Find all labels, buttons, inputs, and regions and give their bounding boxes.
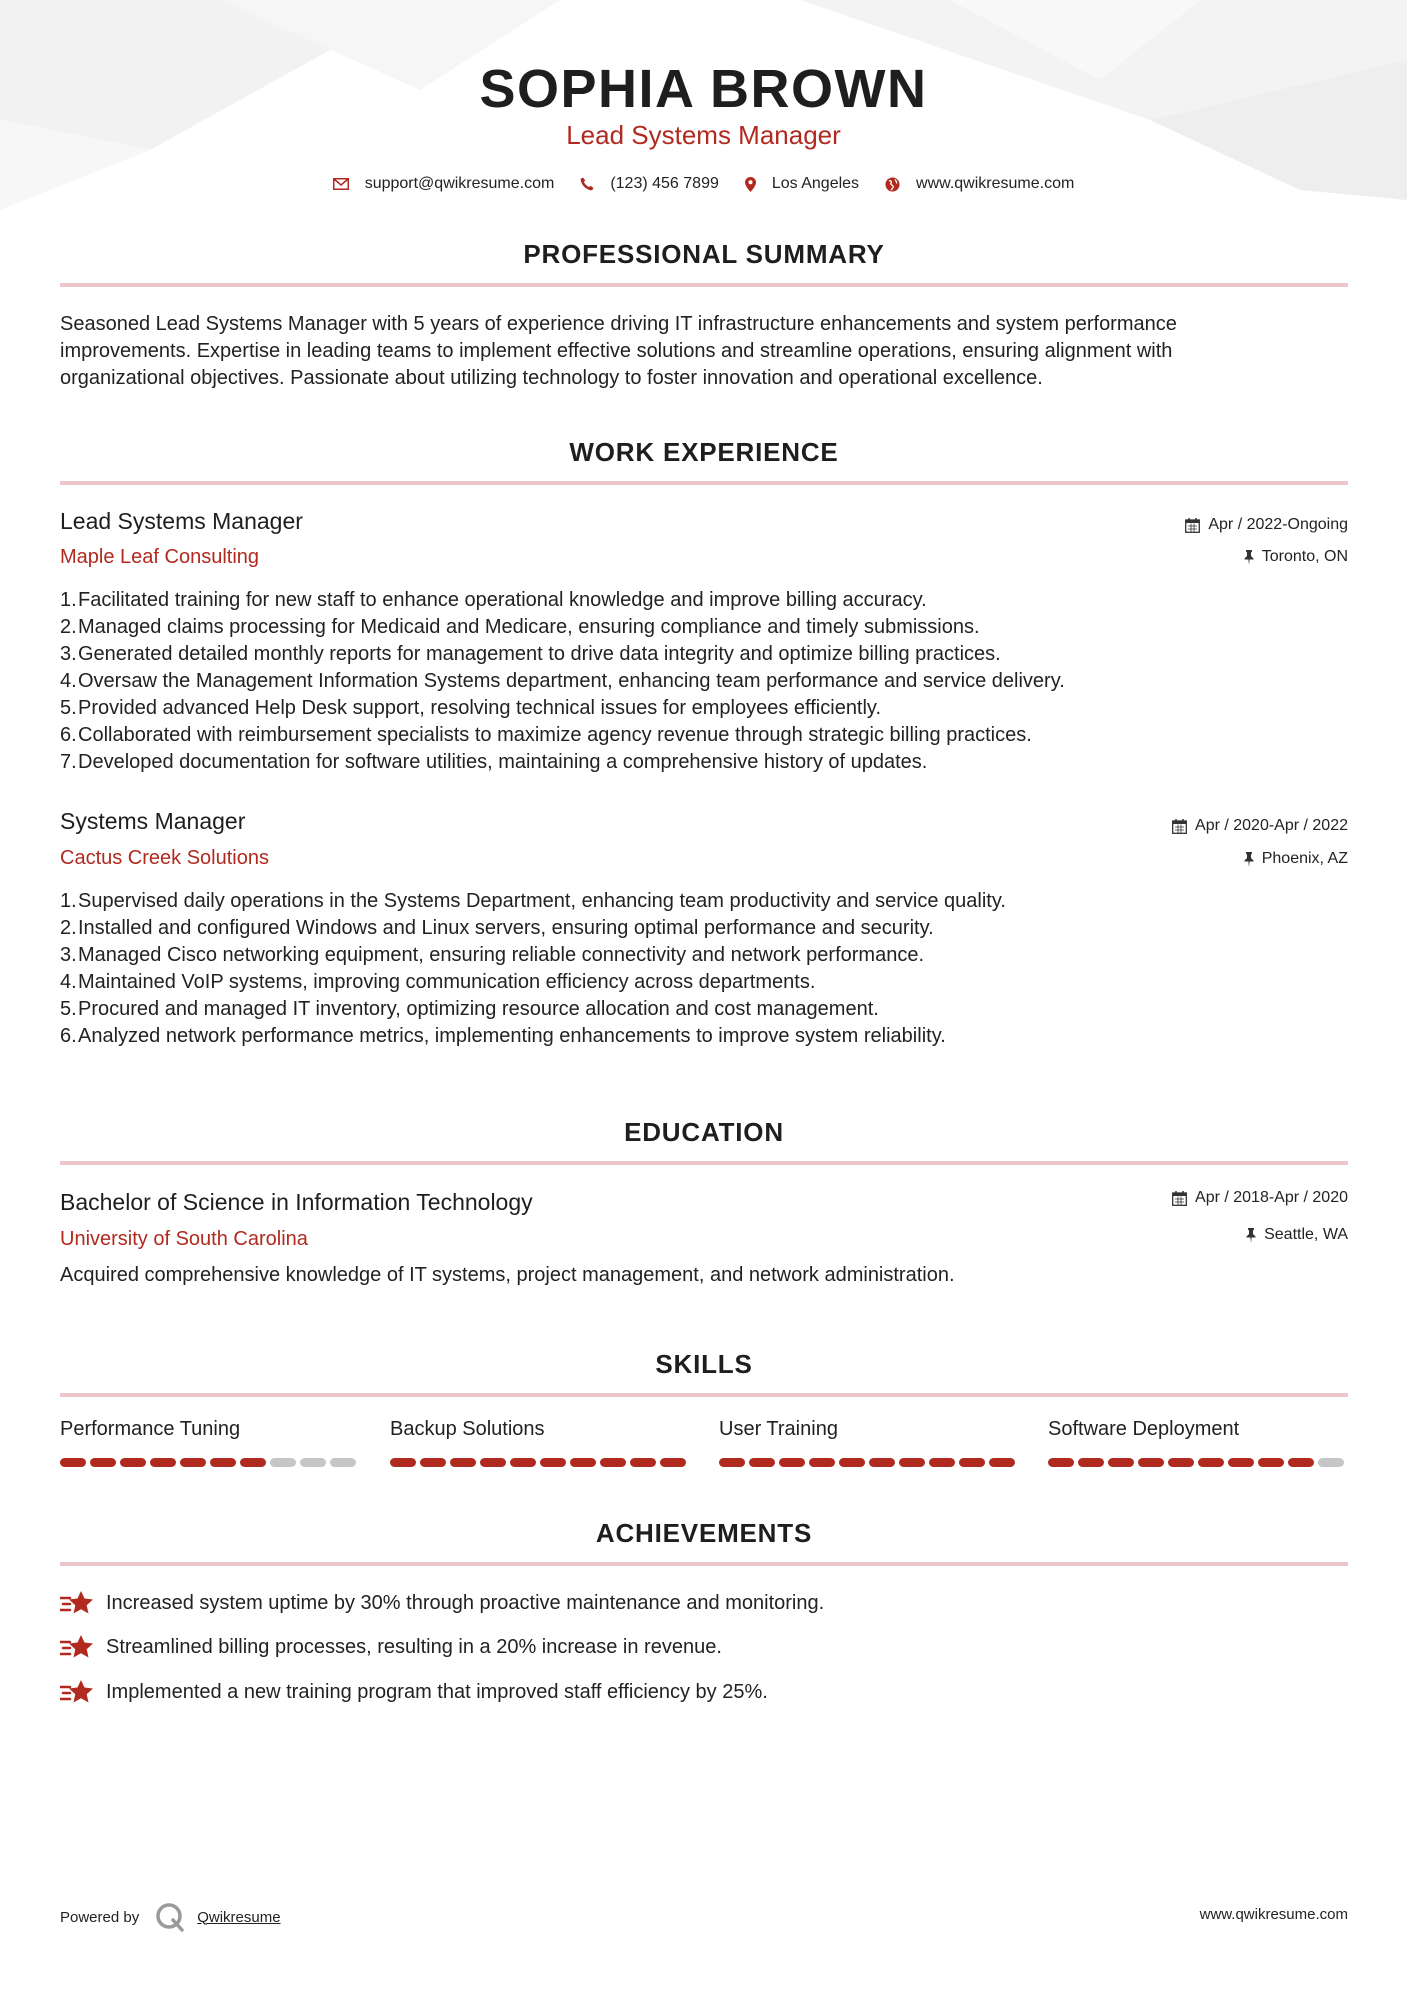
skill-item — [390, 1418, 690, 1467]
achievement-text: Implemented a new training program that improved staff efficiency by 25%. — [106, 1680, 768, 1703]
achievement-text: Increased system uptime by 30% through proactive maintenance and monitoring. — [106, 1591, 825, 1614]
skill-item — [719, 1418, 1019, 1467]
skill-name: User Training — [719, 1418, 838, 1440]
summary-divider — [60, 283, 1348, 287]
skill-level-segment — [150, 1458, 176, 1467]
experience-heading: WORK EXPERIENCE — [569, 437, 839, 467]
skill-level-segment — [809, 1458, 835, 1467]
skill-level-segment — [420, 1458, 446, 1467]
skill-level-segment — [330, 1458, 356, 1467]
candidate-name: SOPHIA BROWN — [479, 59, 928, 119]
skill-level-segment — [1288, 1458, 1314, 1467]
contact-phone[interactable] — [580, 175, 719, 193]
skill-level-segment — [1318, 1458, 1344, 1467]
skill-level-segment — [300, 1458, 326, 1467]
summary-line: organizational objectives. Passionate about utilizing technology to foster innovation and operational excellence. — [60, 367, 1043, 389]
skill-level-segment — [660, 1458, 686, 1467]
list-item: 7.Developed documentation for software utilities, maintaining a comprehensive history of updates. — [60, 751, 928, 773]
skill-level-segment — [719, 1458, 745, 1467]
experience-divider — [60, 481, 1348, 485]
contact-bar — [0, 172, 1407, 196]
email-text: support@qwikresume.com — [364, 175, 555, 192]
skill-level-segment — [210, 1458, 236, 1467]
achievement-item — [60, 1634, 722, 1660]
job-bullets — [60, 587, 1320, 776]
skill-level-segment — [60, 1458, 86, 1467]
skill-level-segment — [180, 1458, 206, 1467]
list-item: 5.Procured and managed IT inventory, optimizing resource allocation and cost management. — [60, 998, 879, 1020]
job-dates-text: Apr / 2022-Ongoing — [1208, 516, 1348, 533]
skills-divider — [60, 1393, 1348, 1397]
job-location-text: Toronto, ON — [1261, 548, 1348, 565]
qwikresume-logo-icon — [155, 1902, 185, 1932]
skill-level-segment — [929, 1458, 955, 1467]
list-item: 3.Generated detailed monthly reports for management to drive data integrity and optimize billing practices. — [60, 643, 1001, 665]
skill-level-segment — [510, 1458, 536, 1467]
achievement-item — [60, 1590, 824, 1616]
skill-item — [60, 1418, 360, 1467]
job-dates-text: Apr / 2020-Apr / 2022 — [1195, 817, 1348, 834]
calendar-icon — [1172, 819, 1187, 834]
list-item: 4.Oversaw the Management Information Systems department, enhancing team performance and service delivery. — [60, 670, 1065, 692]
skill-level-segment — [630, 1458, 656, 1467]
footer-website[interactable]: www.qwikresume.com — [1199, 1906, 1348, 1923]
skill-level-segment — [779, 1458, 805, 1467]
skill-name: Performance Tuning — [60, 1418, 241, 1440]
phone-icon — [580, 177, 594, 191]
globe-icon — [885, 177, 900, 192]
skill-level-bar — [1048, 1458, 1348, 1467]
list-item: 3.Managed Cisco networking equipment, ensuring reliable connectivity and network performance. — [60, 944, 925, 966]
job-dates — [1172, 817, 1348, 835]
skill-level-segment — [390, 1458, 416, 1467]
skill-level-segment — [1198, 1458, 1224, 1467]
map-pin-icon — [745, 177, 756, 192]
achievements-heading: ACHIEVEMENTS — [595, 1518, 813, 1548]
education-divider — [60, 1161, 1348, 1165]
job-title: Lead Systems Manager — [60, 508, 303, 534]
list-item: 1.Supervised daily operations in the Systems Department, enhancing team productivity and service quality. — [60, 890, 1006, 912]
skill-level-bar — [390, 1458, 690, 1467]
skill-level-segment — [570, 1458, 596, 1467]
achievement-text: Streamlined billing processes, resulting in a 20% increase in revenue. — [106, 1635, 722, 1658]
contact-location — [745, 175, 859, 193]
pushpin-icon — [1246, 1228, 1256, 1243]
job-location — [1244, 548, 1348, 566]
pushpin-icon — [1244, 550, 1254, 565]
phone-text: (123) 456 7899 — [610, 175, 719, 192]
calendar-icon — [1185, 518, 1200, 533]
website-text: www.qwikresume.com — [916, 175, 1075, 192]
summary-line: improvements. Expertise in leading teams to implement effective solutions and streamline operations, ensuring alignment with — [60, 340, 1173, 362]
list-item: 2.Installed and configured Windows and Linux servers, ensuring optimal performance and security. — [60, 917, 934, 939]
skill-level-segment — [1258, 1458, 1284, 1467]
skill-level-segment — [1108, 1458, 1134, 1467]
education-location — [1246, 1226, 1348, 1244]
skill-level-segment — [1228, 1458, 1254, 1467]
shooting-star-icon — [60, 1590, 94, 1616]
job-company: Cactus Creek Solutions — [60, 847, 269, 869]
job-bullets — [60, 888, 1320, 1050]
skill-level-segment — [1138, 1458, 1164, 1467]
shooting-star-icon — [60, 1679, 94, 1705]
skill-level-bar — [719, 1458, 1019, 1467]
skill-level-segment — [1168, 1458, 1194, 1467]
skill-level-segment — [600, 1458, 626, 1467]
education-heading: EDUCATION — [624, 1117, 784, 1147]
skill-name: Software Deployment — [1048, 1418, 1240, 1440]
skill-level-segment — [749, 1458, 775, 1467]
summary-heading: PROFESSIONAL SUMMARY — [523, 239, 885, 269]
list-item: 6.Analyzed network performance metrics, implementing enhancements to improve system reliability. — [60, 1025, 946, 1047]
skill-item — [1048, 1418, 1348, 1467]
list-item: 2.Managed claims processing for Medicaid and Medicare, ensuring compliance and timely submissions. — [60, 616, 980, 638]
location-text: Los Angeles — [771, 175, 860, 192]
candidate-role: Lead Systems Manager — [566, 120, 841, 150]
job-dates — [1185, 516, 1348, 534]
skill-level-segment — [540, 1458, 566, 1467]
education-description: Acquired comprehensive knowledge of IT systems, project management, and network administration. — [60, 1264, 955, 1286]
summary-line: Seasoned Lead Systems Manager with 5 years of experience driving IT infrastructure enhancements and system performance — [60, 313, 1177, 335]
brand-link[interactable]: Qwikresume — [197, 1908, 281, 1926]
school-name: University of South Carolina — [60, 1228, 308, 1250]
job-location — [1244, 850, 1348, 868]
skill-level-segment — [1048, 1458, 1074, 1467]
pushpin-icon — [1244, 852, 1254, 867]
skill-level-segment — [480, 1458, 506, 1467]
job-location-text: Phoenix, AZ — [1261, 850, 1348, 867]
education-location-text: Seattle, WA — [1264, 1226, 1348, 1243]
calendar-icon — [1172, 1191, 1187, 1206]
skill-name: Backup Solutions — [390, 1418, 545, 1440]
skills-heading: SKILLS — [655, 1349, 753, 1379]
skill-level-segment — [899, 1458, 925, 1467]
skill-level-segment — [450, 1458, 476, 1467]
skill-level-segment — [869, 1458, 895, 1467]
list-item: 5.Provided advanced Help Desk support, resolving technical issues for employees efficiently. — [60, 697, 882, 719]
job-company: Maple Leaf Consulting — [60, 546, 260, 568]
skill-level-segment — [240, 1458, 266, 1467]
shooting-star-icon — [60, 1634, 94, 1660]
skill-level-segment — [90, 1458, 116, 1467]
skill-level-segment — [1078, 1458, 1104, 1467]
achievements-divider — [60, 1562, 1348, 1566]
skill-level-segment — [989, 1458, 1015, 1467]
job-title: Systems Manager — [60, 808, 246, 834]
skill-level-bar — [60, 1458, 360, 1467]
skill-level-segment — [839, 1458, 865, 1467]
envelope-icon — [333, 178, 349, 190]
powered-by-label: Powered by — [60, 1908, 140, 1926]
list-item: 1.Facilitated training for new staff to enhance operational knowledge and improve billing accuracy. — [60, 589, 927, 611]
achievement-item — [60, 1679, 768, 1705]
skill-level-segment — [120, 1458, 146, 1467]
summary-text — [60, 311, 1348, 392]
skill-level-segment — [959, 1458, 985, 1467]
contact-website[interactable] — [885, 175, 1074, 193]
degree-title: Bachelor of Science in Information Technology — [60, 1189, 533, 1215]
contact-email[interactable] — [333, 175, 555, 193]
footer-powered-by — [60, 1902, 281, 1932]
education-dates-text: Apr / 2018-Apr / 2020 — [1195, 1189, 1348, 1206]
list-item: 4.Maintained VoIP systems, improving communication efficiency across departments. — [60, 971, 816, 993]
education-dates — [1172, 1189, 1348, 1207]
list-item: 6.Collaborated with reimbursement specialists to maximize agency revenue through strategic billing practices. — [60, 724, 1032, 746]
skill-level-segment — [270, 1458, 296, 1467]
